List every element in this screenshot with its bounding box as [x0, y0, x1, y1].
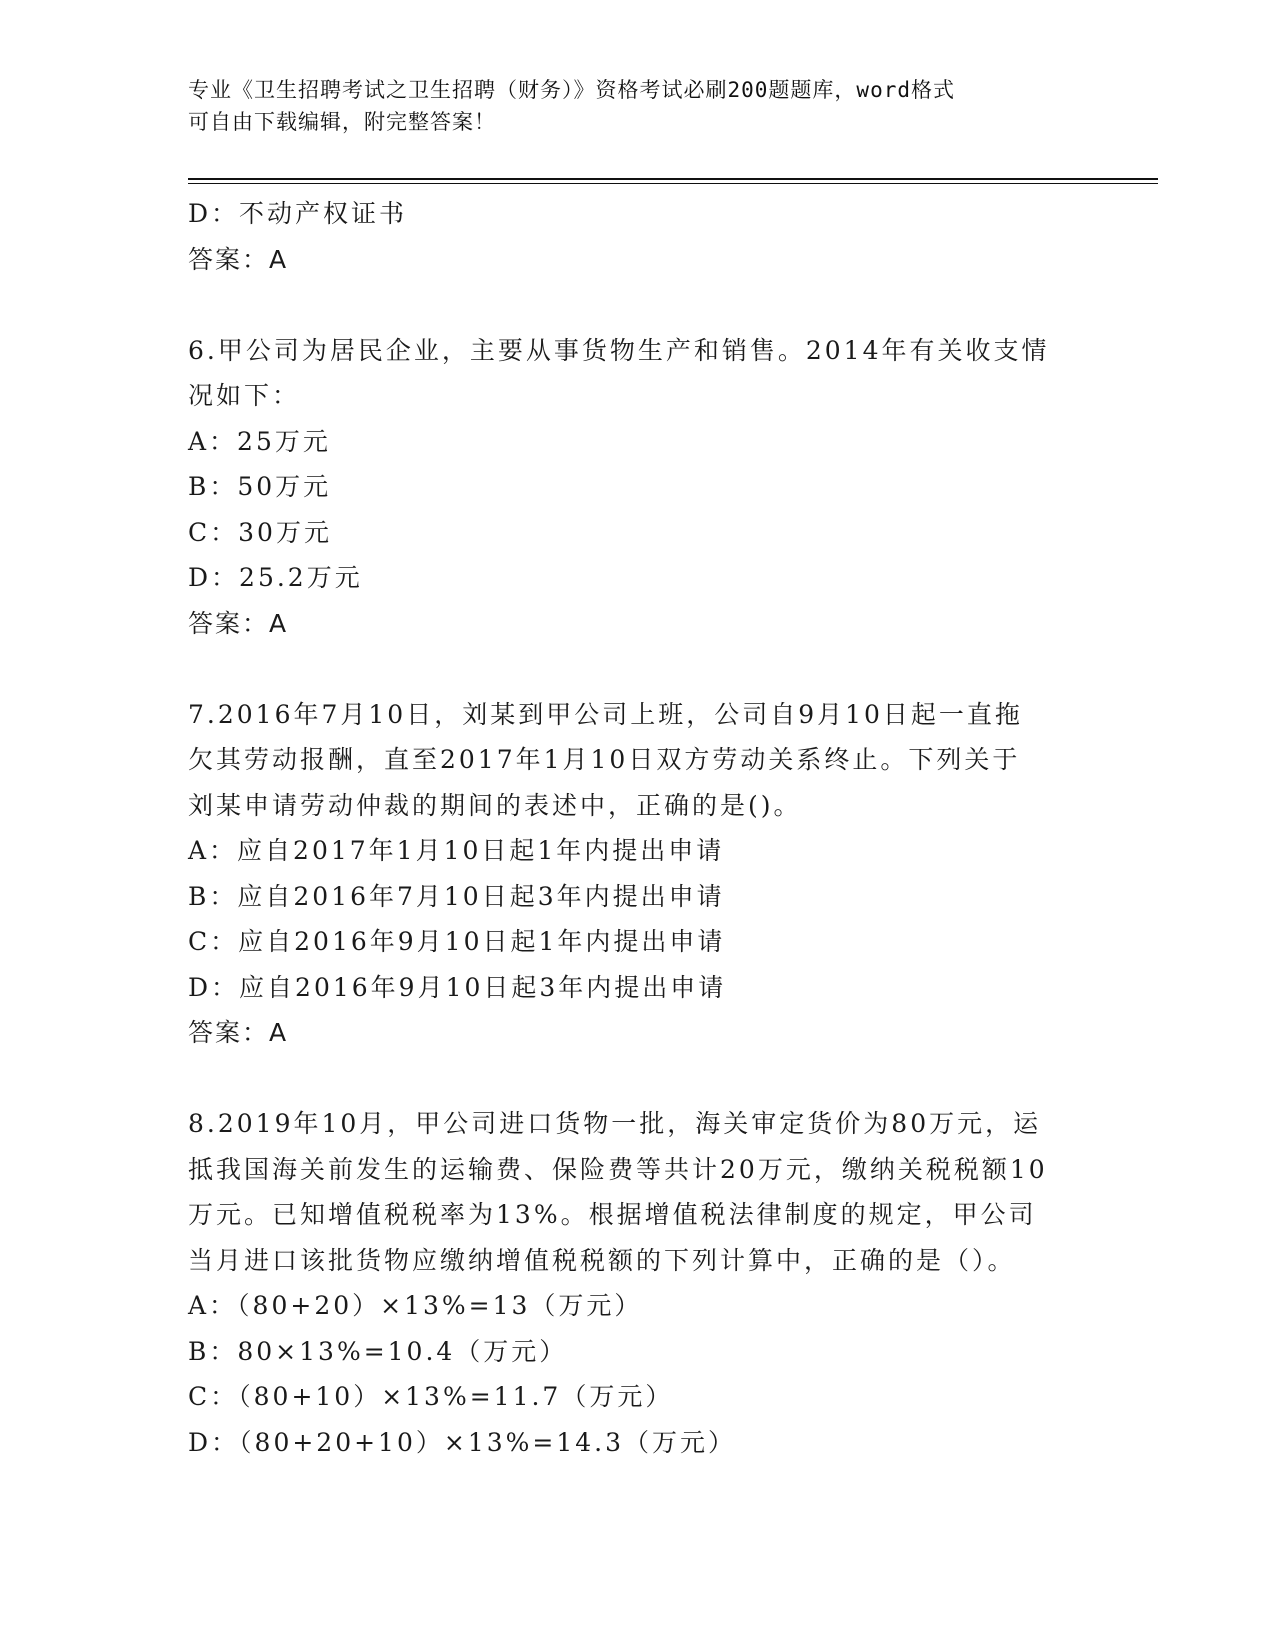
- q5-option-d: D：不动产权证书: [188, 199, 408, 228]
- q7-stem-line: 欠其劳动报酬，直至2017年1月10日双方劳动关系终止。下列关于: [188, 745, 1021, 774]
- question-6: [188, 328, 1088, 647]
- q8-stem-line: 万元。已知增值税税率为13%。根据增值税法律制度的规定，甲公司: [188, 1200, 1037, 1229]
- q8-option-d: D：（80+20+10）×13%=14.3（万元）: [188, 1427, 736, 1457]
- q7-answer: 答案：A: [188, 1018, 289, 1047]
- header-divider-thick: [188, 178, 1158, 180]
- q6-option-b: B：50万元: [188, 472, 332, 501]
- q6-answer: 答案：A: [188, 608, 289, 638]
- header-divider-thin: [188, 183, 1158, 184]
- spacer: [188, 282, 1088, 328]
- q7-option-a: A：应自2017年1月10日起1年内提出申请: [188, 836, 725, 865]
- q7-option-b: B：应自2016年7月10日起3年内提出申请: [188, 881, 725, 911]
- q6-option-a: A：25万元: [188, 426, 331, 456]
- document-body: [188, 191, 1088, 1465]
- q7-stem-line: 7.2016年7月10日，刘某到甲公司上班，公司自9月10日起一直拖: [188, 699, 1023, 729]
- q6-option-c: C：30万元: [188, 517, 332, 547]
- header-title-line-1: 专业《卫生招聘考试之卫生招聘（财务）》资格考试必刷200题题库，word格式: [188, 78, 955, 102]
- q8-stem-line: 8.2019年10月，甲公司进口货物一批，海关审定货价为80万元，运: [188, 1109, 1042, 1138]
- q8-option-b: B：80×13%=10.4（万元）: [188, 1336, 568, 1366]
- spacer: [188, 646, 1088, 692]
- q8-stem-line: 当月进口该批货物应缴纳增值税税额的下列计算中，正确的是（）。: [188, 1245, 1016, 1275]
- q7-option-d: D：应自2016年9月10日起3年内提出申请: [188, 972, 727, 1002]
- q7-option-c: C：应自2016年9月10日起1年内提出申请: [188, 927, 726, 956]
- question-7: [188, 692, 1088, 1056]
- q7-stem: [188, 692, 1088, 829]
- q6-option-d: D：25.2万元: [188, 563, 363, 592]
- question-5-tail: [188, 191, 1088, 282]
- q8-stem: [188, 1101, 1088, 1283]
- question-8: [188, 1101, 1088, 1465]
- q8-option-a: A：（80+20）×13%=13（万元）: [188, 1291, 643, 1320]
- q6-stem-line: 6.甲公司为居民企业，主要从事货物生产和销售。2014年有关收支情: [188, 335, 1050, 365]
- header-title-line-2: 可自由下载编辑，附完整答案！: [188, 110, 496, 134]
- q7-stem-line: 刘某申请劳动仲裁的期间的表述中，正确的是()。: [188, 790, 802, 820]
- q6-stem: [188, 328, 1088, 419]
- spacer: [188, 1056, 1088, 1102]
- document-header: [188, 74, 1068, 138]
- q6-stem-line: 况如下：: [188, 381, 301, 410]
- q8-stem-line: 抵我国海关前发生的运输费、保险费等共计20万元，缴纳关税税额10: [188, 1154, 1048, 1184]
- q5-answer: 答案：A: [188, 244, 289, 274]
- q8-option-c: C：（80+10）×13%=11.7（万元）: [188, 1382, 674, 1411]
